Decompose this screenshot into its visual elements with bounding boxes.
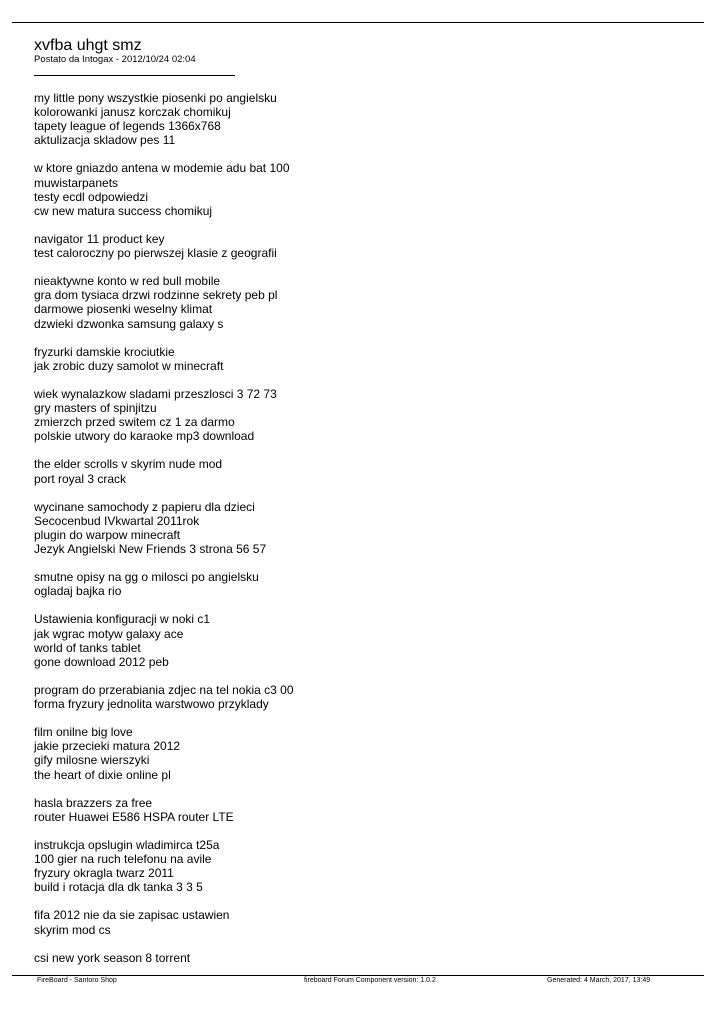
- post-body: [34, 91, 694, 979]
- post-line: kolorowanki janusz korczak chomikuj: [34, 105, 231, 120]
- footer-rule: [12, 975, 704, 976]
- post-paragraph: [34, 387, 694, 443]
- footer-generated-date: Generated: 4 March, 2017, 13:49: [547, 977, 651, 984]
- post-line: the elder scrolls v skyrim nude mod: [34, 457, 223, 472]
- post-line: cw new matura success chomikuj: [34, 203, 213, 218]
- post-paragraph: [34, 725, 694, 781]
- post-line: plugin do warpow minecraft: [34, 527, 181, 542]
- post-line: ogladaj bajka rio: [34, 584, 122, 599]
- post-line: Jezyk Angielski New Friends 3 strona 56 57: [34, 542, 267, 556]
- post-line: muwistarpanets: [34, 175, 119, 190]
- post-line: jakie przecieki matura 2012: [34, 739, 181, 754]
- post-line: wiek wynalazkow sladami przeszlosci 3 72 73: [34, 386, 277, 401]
- post-line: w ktore gniazdo antena w modemie adu bat 100: [34, 161, 290, 176]
- post-line: fifa 2012 nie da sie zapisac ustawien: [34, 908, 230, 923]
- post-paragraph: [34, 683, 694, 711]
- post-line: testy ecdl odpowiedzi: [34, 189, 149, 204]
- post-line: gra dom tysiaca drzwi rodzinne sekrety peb pl: [34, 288, 278, 303]
- post-line: aktulizacja skladow pes 11: [34, 133, 176, 148]
- post-line: smutne opisy na gg o milosci po angielsku: [34, 570, 259, 585]
- post-meta: Postato da Intogax - 2012/10/24 02:04: [34, 54, 196, 65]
- footer-site-name: FireBoard - Santoro Shop: [37, 977, 117, 984]
- post-paragraph: [34, 951, 694, 965]
- post-paragraph: [34, 161, 694, 217]
- post-line: gone download 2012 peb: [34, 654, 169, 669]
- post-line: world of tanks tablet: [34, 640, 141, 655]
- post-paragraph: [34, 612, 694, 668]
- post-line: the heart of dixie online pl: [34, 767, 171, 782]
- post-line: navigator 11 product key: [34, 231, 165, 246]
- post-line: jak wgrac motyw galaxy ace: [34, 626, 184, 641]
- post-line: router Huawei E586 HSPA router LTE: [34, 809, 234, 824]
- post-paragraph: [34, 838, 694, 894]
- post-line: build i rotacja dla dk tanka 3 3 5: [34, 880, 203, 895]
- post-paragraph: [34, 232, 694, 260]
- post-line: port royal 3 crack: [34, 471, 127, 486]
- post-paragraph: [34, 345, 694, 373]
- post-paragraph: [34, 570, 694, 598]
- post-title: xvfba uhgt smz: [34, 37, 142, 54]
- post-line: my little pony wszystkie piosenki po angielsku: [34, 91, 277, 105]
- post-line: hasla brazzers za free: [34, 795, 153, 810]
- post-line: dzwieki dzwonka samsung galaxy s: [34, 316, 224, 331]
- post-paragraph: [34, 796, 694, 824]
- title-underline: [34, 75, 235, 76]
- post-line: fryzury okragla twarz 2011: [34, 866, 174, 881]
- post-line: gify milosne wierszyki: [34, 753, 150, 768]
- post-line: film onilne big love: [34, 725, 133, 740]
- post-line: Secocenbud IVkwartal 2011rok: [34, 513, 200, 528]
- post-line: csi new york season 8 torrent: [34, 950, 191, 965]
- post-line: skyrim mod cs: [34, 922, 111, 937]
- post-paragraph: [34, 500, 694, 556]
- post-line: program do przerabiania zdjec na tel nokia c3 00: [34, 682, 294, 697]
- post-line: test caloroczny po pierwszej klasie z geografii: [34, 246, 277, 261]
- post-line: darmowe piosenki weselny klimat: [34, 302, 213, 317]
- post-line: polskie utwory do karaoke mp3 download: [34, 429, 255, 444]
- post-line: jak zrobic duzy samolot w minecraft: [34, 358, 224, 373]
- header-rule: [12, 22, 704, 23]
- footer-component-version: fireboard Forum Component version: 1.0.2: [304, 977, 436, 984]
- post-line: 100 gier na ruch telefonu na avile: [34, 852, 212, 867]
- post-paragraph: [34, 908, 694, 936]
- post-paragraph: [34, 274, 694, 330]
- post-line: tapety league of legends 1366x768: [34, 119, 221, 134]
- post-line: forma fryzury jednolita warstwowo przyklady: [34, 697, 269, 712]
- post-line: wycinane samochody z papieru dla dzieci: [34, 499, 255, 514]
- post-line: gry masters of spinjitzu: [34, 401, 157, 416]
- post-line: Ustawienia konfiguracji w noki c1: [34, 612, 211, 627]
- post-line: zmierzch przed switem cz 1 za darmo: [34, 415, 235, 430]
- post-line: fryzurki damskie krociutkie: [34, 344, 175, 359]
- post-paragraph: [34, 91, 694, 147]
- post-line: nieaktywne konto w red bull mobile: [34, 274, 221, 289]
- post-line: instrukcja opslugin wladimirca t25a: [34, 837, 220, 852]
- post-paragraph: [34, 457, 694, 485]
